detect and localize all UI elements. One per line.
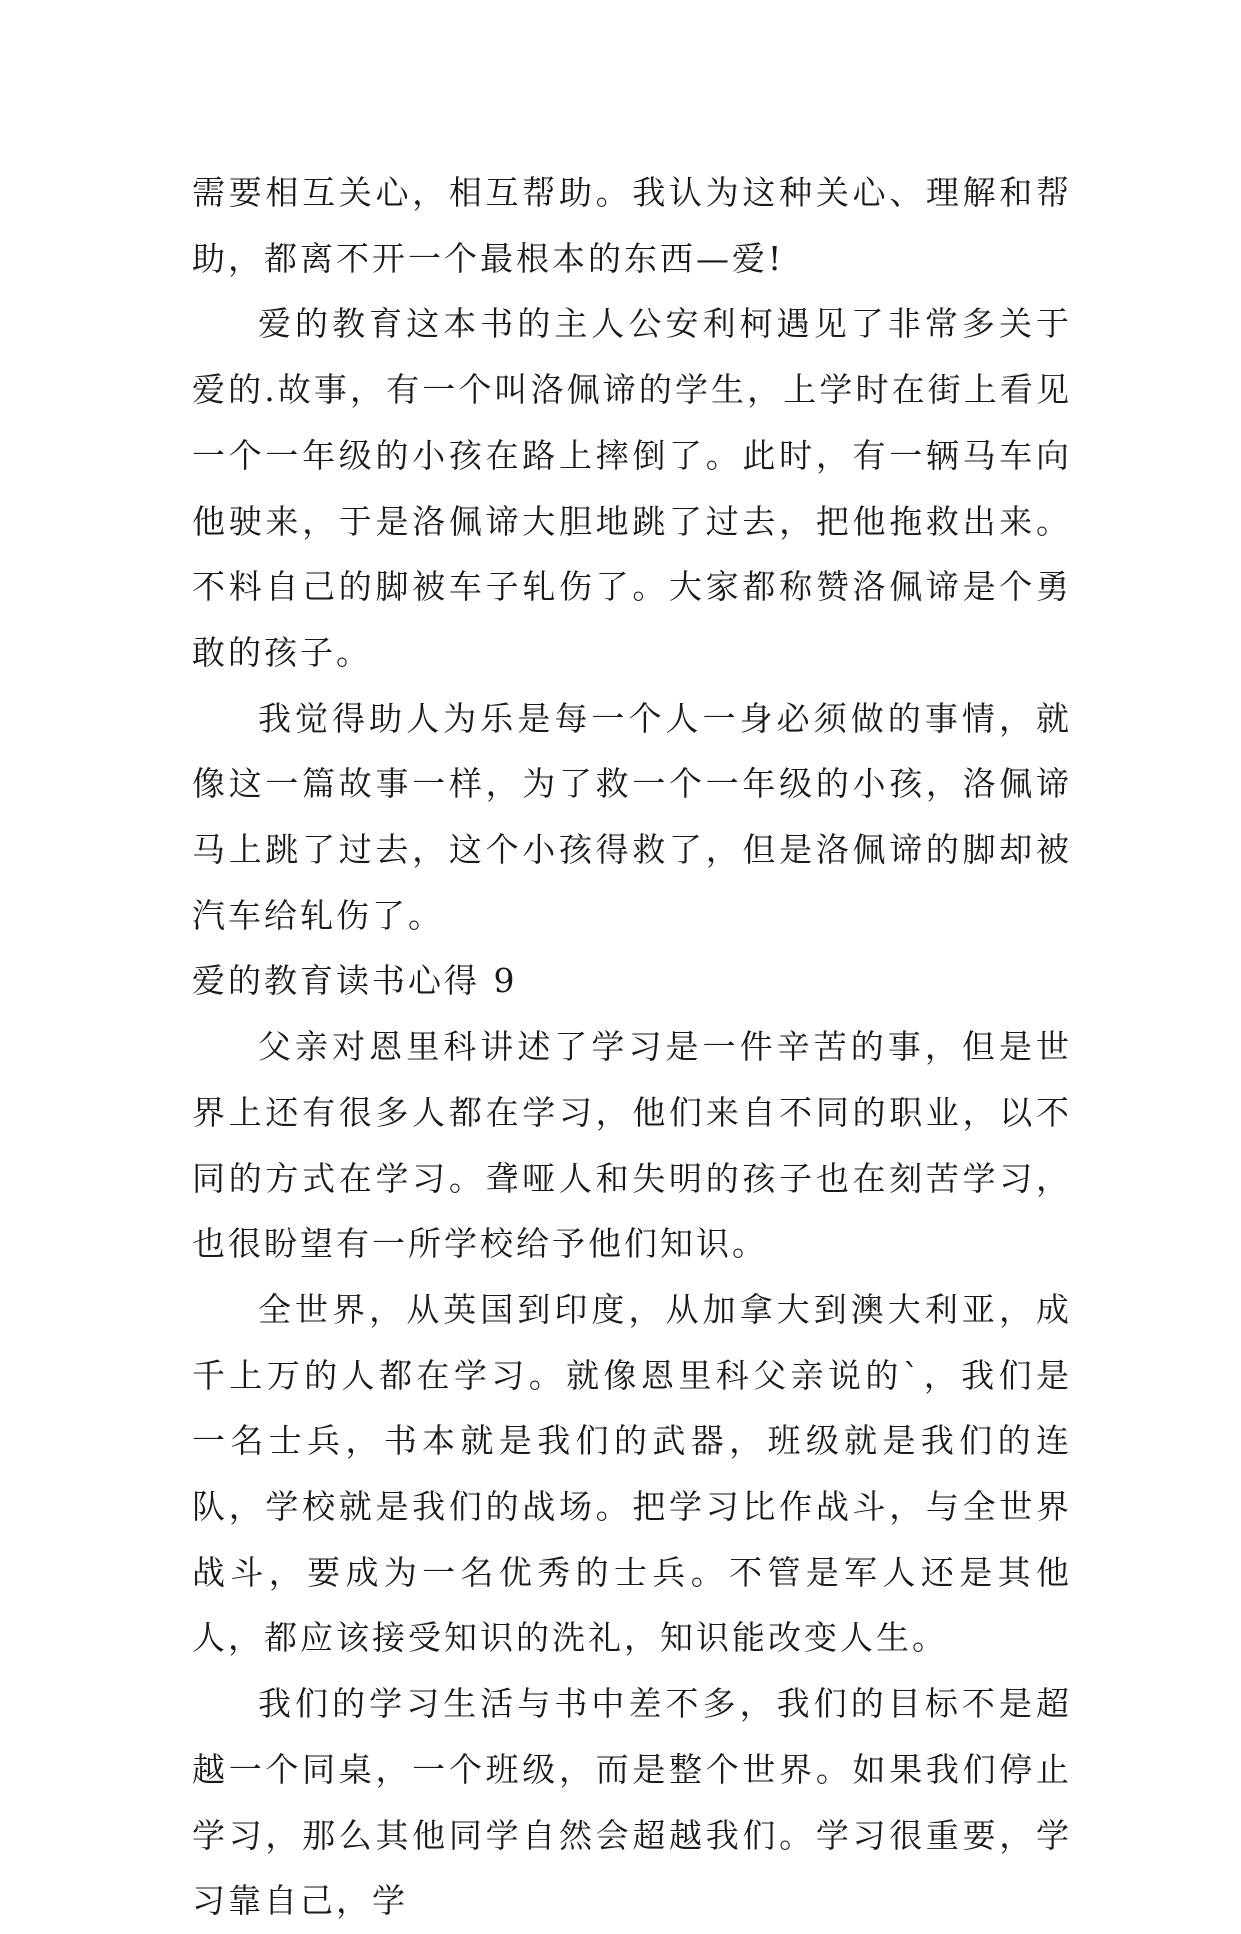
document-body (192, 160, 1072, 1934)
paragraph-6: 我们的学习生活与书中差不多，我们的目标不是超越一个同桌，一个班级，而是整个世界。如果我们停止学习，那么其他同学自然会超越我们。学习很重要，学习靠自己，学 (192, 1684, 1072, 1921)
paragraph-5: 全世界，从英国到印度，从加拿大到澳大利亚，成千上万的人都在学习。就像恩里科父亲说的`，我们是一名士兵，书本就是我们的武器，班级就是我们的连队，学校就是我们的战场。把学习比作战斗，与全世界战斗，要成为一名优秀的士兵。不管是军人还是其他人，都应该接受知识的洗礼，知识能改变人生。 (192, 1289, 1072, 1658)
section-heading: 爱的教育读书心得 9 (192, 961, 518, 1001)
paragraph-4: 父亲对恩里科讲述了学习是一件辛苦的事，但是世界上还有很多人都在学习，他们来自不同的职业，以不同的方式在学习。聋哑人和失明的孩子也在刻苦学习，也很盼望有一所学校给予他们知识。 (192, 1027, 1072, 1264)
paragraph-2: 爱的教育这本书的主人公安利柯遇见了非常多关于爱的.故事，有一个叫洛佩谛的学生，上学时在街上看见一个一年级的小孩在路上摔倒了。此时，有一辆马车向他驶来，于是洛佩谛大胆地跳了过去，把他拖救出来。不料自己的脚被车子轧伤了。大家都称赞洛佩谛是个勇敢的孩子。 (192, 304, 1072, 672)
paragraph-3: 我觉得助人为乐是每一个人一身必须做的事情，就像这一篇故事一样，为了救一个一年级的小孩，洛佩谛马上跳了过去，这个小孩得救了，但是洛佩谛的脚却被汽车给轧伤了。 (192, 698, 1072, 935)
paragraph-1: 需要相互关心，相互帮助。我认为这种关心、理解和帮助，都离不开一个最根本的东西—爱! (192, 173, 1072, 278)
